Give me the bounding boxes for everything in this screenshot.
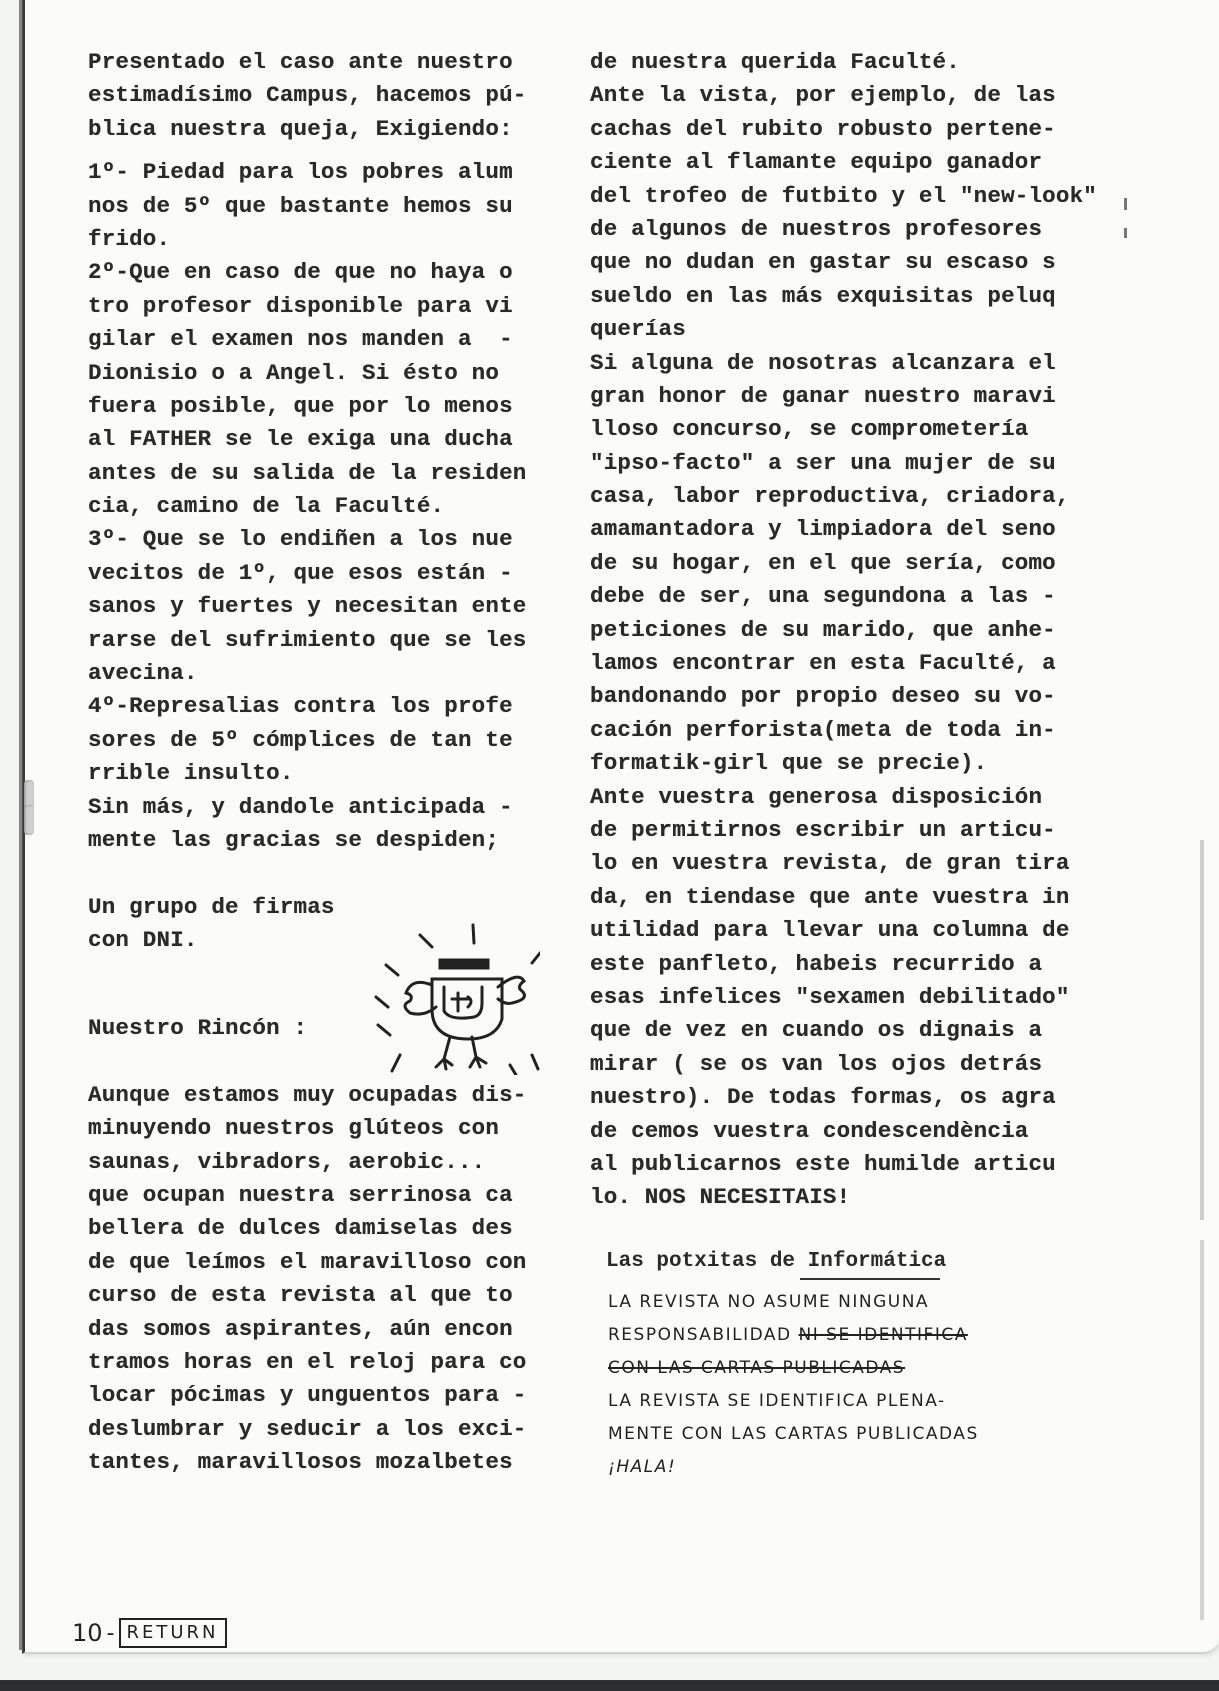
- page-footer: [72, 1618, 227, 1648]
- text-line: lo. NOS NECESITAIS!: [590, 1184, 851, 1211]
- page-number: 10: [72, 1619, 103, 1647]
- text-line: Si alguna de nosotras alcanzara el: [590, 349, 1056, 376]
- text-line: curso de esta revista al que to: [88, 1282, 513, 1309]
- text-line: de nuestra querida Faculté.: [590, 49, 960, 75]
- text-line: que no dudan en gastar su escaso s: [590, 249, 1056, 276]
- text-line: da, en tiendase que ante vuestra in: [590, 883, 1070, 910]
- text-line: sanos y fuertes y necesitan ente: [88, 593, 527, 620]
- staple: [24, 805, 34, 835]
- text-line: que de vez en cuando os dignais a: [590, 1017, 1043, 1044]
- signature-line: con DNI.: [88, 927, 198, 954]
- text-line: al publicarnos este humilde articu: [590, 1150, 1056, 1177]
- text-line: bandonando por propio deseo su vo-: [590, 683, 1056, 710]
- text-line: al FATHER se le exiga una ducha: [88, 426, 513, 453]
- authors-signature: Las potxitas de Informática: [606, 1250, 947, 1273]
- text-line: estimadísimo Campus, hacemos pú-: [88, 82, 527, 109]
- handwritten-editor-note: [608, 1286, 979, 1484]
- text-line: lloso concurso, se comprometería: [590, 416, 1029, 443]
- note-line: LA REVISTA SE IDENTIFICA PLENA-: [608, 1391, 946, 1411]
- text-line: sueldo en las más exquisitas peluq: [590, 282, 1056, 309]
- text-line: casa, labor reproductiva, criadora,: [590, 483, 1070, 510]
- text-line: rrible insulto.: [88, 760, 294, 787]
- margin-mark: [1124, 198, 1127, 210]
- text-line: de cemos vuestra condescendència: [590, 1117, 1029, 1144]
- text-line: tro profesor disponible para vi: [88, 292, 513, 319]
- text-line: 2º-Que en caso de que no haya o: [88, 259, 513, 286]
- text-line: Ante la vista, por ejemplo, de las: [590, 82, 1056, 109]
- text-line: locar pócimas y unguentos para -: [88, 1382, 527, 1409]
- magazine-logo: RETURN: [119, 1618, 227, 1648]
- text-line: das somos aspirantes, aún encon: [88, 1315, 513, 1342]
- text-line: mente las gracias se despiden;: [88, 826, 500, 853]
- text-line: sores de 5º cómplices de tan te: [88, 726, 513, 753]
- bleed-through-text: [1200, 840, 1204, 1220]
- text-line: Dionisio o a Angel. Si ésto no: [88, 359, 500, 386]
- text-line: cación perforista(meta de toda in-: [590, 716, 1056, 743]
- text-line: fuera posible, que por lo menos: [88, 392, 513, 419]
- text-line: rarse del sufrimiento que se les: [88, 626, 527, 653]
- text-line: mirar ( se os van los ojos detrás: [590, 1050, 1043, 1077]
- bleed-through-text: [1200, 1240, 1204, 1620]
- text-line: tantes, maravillosos mozalbetes: [88, 1449, 513, 1476]
- text-line: vecitos de 1º, que esos están -: [88, 559, 513, 586]
- text-line: de que leímos el maravilloso con: [88, 1248, 527, 1275]
- text-line: 1º- Piedad para los pobres alum: [88, 159, 513, 186]
- text-line: este panfleto, habeis recurrido a: [590, 950, 1043, 977]
- text-line: querías: [590, 316, 686, 343]
- binding-edge: [19, 0, 23, 1650]
- text-line: minuyendo nuestros glúteos con: [88, 1115, 500, 1142]
- left-column: [88, 46, 526, 1480]
- spacer: [88, 857, 526, 890]
- text-line: cia, camino de la Faculté.: [88, 493, 445, 520]
- note-line: MENTE CON LAS CARTAS PUBLICADAS: [608, 1424, 979, 1444]
- text-line: Aunque estamos muy ocupadas dis-: [88, 1081, 527, 1108]
- text-line: nuestro). De todas formas, os agra: [590, 1084, 1056, 1111]
- text-line: lo en vuestra revista, de gran tira: [590, 850, 1070, 877]
- struck-text: NI SE IDENTIFICA: [798, 1325, 968, 1345]
- scanner-bottom-bar: [0, 1681, 1219, 1691]
- footer-separator: -: [106, 1620, 115, 1646]
- text-line: saunas, vibradors, aerobic...: [88, 1148, 486, 1175]
- text-line: "ipso-facto" a ser una mujer de su: [590, 449, 1056, 476]
- margin-mark: [1124, 228, 1127, 238]
- section-heading: Nuestro Rincón :: [88, 1015, 308, 1042]
- text-line: deslumbrar y seducir a los exci-: [88, 1415, 527, 1442]
- text-line: peticiones de su marido, que anhe-: [590, 616, 1056, 643]
- ray: [532, 1055, 538, 1069]
- text-line: Ante vuestra generosa disposición: [590, 783, 1043, 810]
- text-line: de permitirnos escribir un articu-: [590, 816, 1056, 843]
- signature-line: Un grupo de firmas: [88, 893, 335, 920]
- note-text: RESPONSABILIDAD: [608, 1325, 799, 1345]
- text-line: esas infelices "sexamen debilitado": [590, 983, 1070, 1010]
- spacer: [88, 1045, 526, 1078]
- text-line: nos de 5º que bastante hemos su: [88, 192, 513, 219]
- note-line: [608, 1319, 968, 1352]
- note-exclamation: ¡HALA!: [608, 1457, 677, 1477]
- text-line: debe de ser, una segundona a las -: [590, 583, 1056, 610]
- spacer: [88, 958, 526, 1013]
- text-line: cachas del rubito robusto pertene-: [590, 115, 1056, 142]
- note-line: LA REVISTA NO ASUME NINGUNA: [608, 1292, 930, 1312]
- text-line: Presentado el caso ante nuestro: [88, 49, 513, 75]
- text-line: ciente al flamante equipo ganador: [590, 149, 1043, 176]
- text-line: de algunos de nuestros profesores: [590, 215, 1043, 242]
- signature-underline: [800, 1278, 940, 1280]
- text-line: Sin más, y dandole anticipada -: [88, 793, 513, 820]
- text-line: 4º-Represalias contra los profe: [88, 693, 513, 720]
- text-line: tramos horas en el reloj para co: [88, 1348, 527, 1375]
- ray: [532, 953, 540, 963]
- text-line: gilar el examen nos manden a -: [88, 326, 513, 353]
- text-line: blica nuestra queja, Exigiendo:: [88, 115, 513, 142]
- text-line: lamos encontrar en esta Faculté, a: [590, 650, 1056, 677]
- text-line: antes de su salida de la residen: [88, 459, 527, 486]
- text-line: frido.: [88, 225, 171, 252]
- text-line: gran honor de ganar nuestro maravi: [590, 382, 1056, 409]
- text-line: de su hogar, en el que sería, como: [590, 549, 1056, 576]
- right-column: [590, 46, 1097, 1215]
- spacer: [88, 146, 526, 156]
- text-line: formatik-girl que se precie).: [590, 750, 988, 777]
- struck-text: CON LAS CARTAS PUBLICADAS: [608, 1358, 906, 1378]
- text-line: utilidad para llevar una columna de: [590, 917, 1070, 944]
- text-line: 3º- Que se lo endiñen a los nue: [88, 526, 513, 553]
- text-line: avecina.: [88, 660, 198, 687]
- text-line: del trofeo de futbito y el "new-look": [590, 182, 1097, 209]
- text-line: amamantadora y limpiadora del seno: [590, 516, 1056, 543]
- text-line: bellera de dulces damiselas des: [88, 1215, 513, 1242]
- text-line: que ocupan nuestra serrinosa ca: [88, 1182, 513, 1208]
